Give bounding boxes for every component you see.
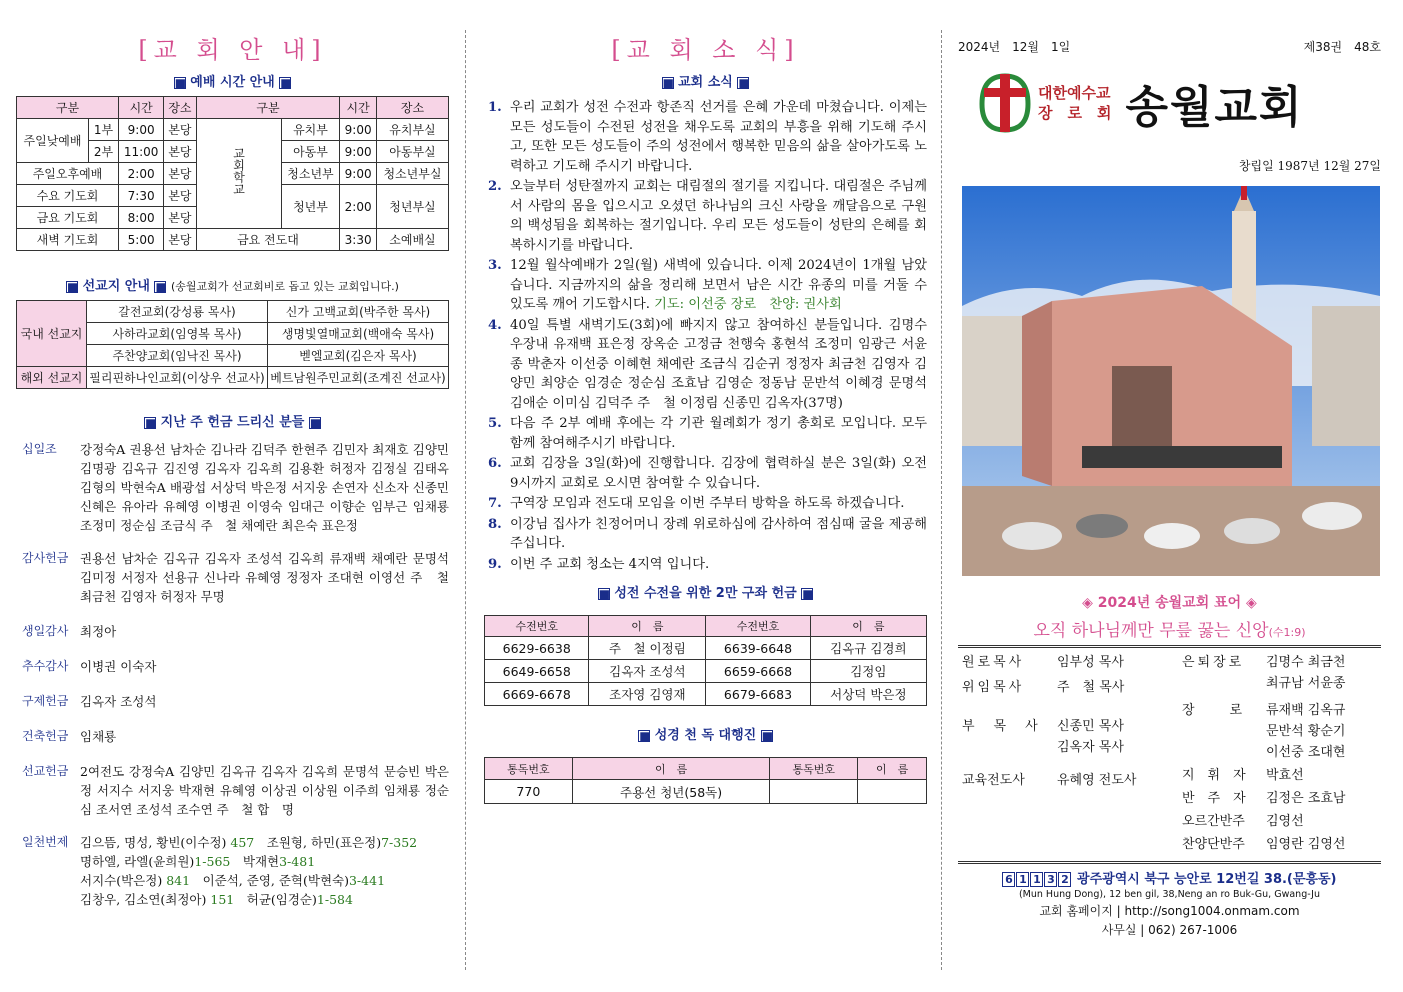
offering-names: 김옥자 조성석 — [80, 694, 157, 709]
cell: 금요 기도회 — [17, 207, 119, 229]
square-icon: ■ — [761, 728, 774, 743]
item-text: 이번 주 교회 청소는 4지역 입니다. — [510, 556, 710, 572]
staff-row — [1182, 811, 1377, 832]
col-header: 이 름 — [858, 758, 927, 780]
cell: 6639-6648 — [706, 637, 810, 660]
cell: 3:30 — [340, 229, 377, 251]
table-row — [485, 780, 927, 804]
list-item — [488, 177, 927, 255]
domestic-mission-label: 국내 선교지 — [17, 301, 87, 367]
col-header: 통독번호 — [770, 758, 858, 780]
church-building-photo — [962, 186, 1380, 576]
staff-row — [1182, 765, 1377, 786]
offering-names: 2여전도 강정숙A 김양민 김옥규 김옥자 김옥희 문명석 문승빈 박은정 서지수 서지웅 박재현 유혜영 이상권 이상원 이주희 임채룡 정순심 조서연 조성석 조수연 주 철 합 명 — [80, 764, 449, 817]
overseas-mission-label: 해외 선교지 — [17, 367, 87, 389]
square-icon: ■ — [802, 586, 814, 601]
name-text: 이준석, 준영, 준혁(박현숙) — [202, 873, 349, 888]
cell: 청소년부 — [281, 163, 340, 185]
cell: 신가 고백교회(박주한 목사) — [268, 301, 449, 323]
staff-name: 문반석 황순기 — [1266, 724, 1346, 739]
cell: 수요 기도회 — [17, 185, 119, 207]
motto-text: 오직 하나님께만 무릎 꿇는 신앙 — [1033, 621, 1269, 641]
item-text: 오늘부터 성탄절까지 교회는 대림절의 절기를 지킵니다. 대림절은 주님께서 사람의 몸을 입으시고 오셨던 하나님의 크신 사랑을 깨달음으로 구원의 백성됨을 회복하는 절기입니다. 우리 모든 성도들이 성탄의 은혜를 회복하시기를 바랍니다. — [510, 179, 927, 253]
staff-row — [962, 770, 1182, 791]
cell: 서상덕 박은정 — [810, 683, 926, 706]
table-row — [485, 683, 927, 706]
office-phone: 사무실 | 062) 267-1006 — [1101, 923, 1238, 937]
square-icon: ■ — [145, 415, 157, 430]
zip-digit: 3 — [1044, 872, 1057, 887]
cell: 본당 — [164, 207, 196, 229]
motto-heading-text: 2024년 송월교회 표어 — [1097, 595, 1242, 611]
cell: 사하라교회(임영복 목사) — [87, 323, 268, 345]
staff-name: 이선중 조대현 — [1266, 745, 1346, 760]
offering-names: 권용선 남차순 김옥규 김옥자 조성석 김옥희 류재백 채예란 문명석 김미정 서정자 선용규 신나라 유혜영 정정자 조대현 이영선 주 철 최금천 김영자 허정자 무명 — [80, 551, 449, 604]
name-text: 명하엘, 라엘(윤희원) — [80, 854, 195, 869]
church-news-column — [466, 0, 941, 992]
offering-row — [16, 622, 449, 641]
staff-role: 은퇴장로 — [1182, 655, 1245, 670]
staff-role: 장 로 — [1182, 703, 1246, 718]
count-number: 1-565 — [194, 854, 231, 869]
staff-name: 주 철 목사 — [1057, 680, 1125, 695]
item-text: 40일 특별 새벽기도(3회)에 빠지지 않고 참여하신 분들입니다. 김명수 우장내 유재백 표은정 장옥순 고정금 천행숙 홍현석 조정미 임광근 서윤종 박춘자 이선중 이혜현 채예란 조금식 김순귀 정정자 최금천 김영자 김양민 최양순 임경순 정순심 조효남 김영순 정동남 문반석 이혜경 문명석 김애순 이미심 김덕주 주 철 이정림 신종민 김옥자(37명) — [510, 317, 927, 411]
church-guide-column — [0, 0, 465, 992]
denomination-line: 대한예수교 — [1038, 84, 1111, 102]
offering-names: 최정아 — [80, 624, 117, 639]
address-text: 광주광역시 북구 능안로 12번길 38.(문흥동) — [1077, 872, 1337, 887]
church-guide-title: [교 회 안 내] — [138, 36, 327, 64]
table-row — [17, 301, 449, 323]
table-row — [485, 637, 927, 660]
staff-row — [1182, 652, 1377, 673]
offering-row — [16, 762, 449, 819]
list-item — [80, 871, 449, 890]
cell: 유치부실 — [376, 119, 448, 141]
staff-role: 지 휘 자 — [1182, 768, 1246, 783]
col-header: 수전번호 — [485, 616, 589, 637]
cell — [770, 780, 858, 804]
cell: 갈전교회(강성룡 목사) — [87, 301, 268, 323]
cross-logo-icon — [978, 72, 1032, 134]
news-list — [484, 98, 927, 574]
item-text: 구역장 모임과 전도대 모임을 이번 주부터 방학을 하도록 하겠습니다. — [510, 496, 905, 511]
bible-reading-table — [484, 757, 927, 804]
cell: 1부 — [89, 119, 119, 141]
staff-name: 임부성 목사 — [1057, 655, 1124, 670]
church-logo-block — [958, 71, 1381, 135]
offering-row — [16, 657, 449, 676]
square-icon: ■ — [174, 75, 187, 90]
staff-row — [1182, 834, 1377, 855]
motto-scripture: (수1:9) — [1268, 626, 1306, 639]
list-item — [488, 414, 927, 453]
staff-name: 신종민 목사 — [1057, 719, 1124, 734]
bulletin-date: 2024년 12월 1일 — [958, 40, 1071, 54]
table-row — [17, 229, 449, 251]
cell: 본당 — [164, 185, 196, 207]
table-row — [485, 660, 927, 683]
count-number: 3-441 — [348, 873, 386, 888]
col-header: 통독번호 — [485, 758, 573, 780]
cell: 7:30 — [119, 185, 164, 207]
staff-name: 박효선 — [1266, 768, 1304, 783]
homepage-link[interactable]: 교회 홈페이지 | http://song1004.onmam.com — [1039, 904, 1300, 918]
col-header: 시간 — [340, 97, 377, 119]
col-header: 장소 — [376, 97, 448, 119]
cell: 6679-6683 — [706, 683, 810, 706]
sunday-worship-label: 주일낮예배 — [17, 119, 89, 163]
cell: 본당 — [164, 163, 196, 185]
staff-directory — [958, 652, 1381, 855]
church-school-label — [196, 119, 281, 229]
cell: 주용선 청년(58독) — [572, 780, 770, 804]
count-number: 457 — [230, 835, 255, 850]
mission-table — [16, 300, 449, 389]
cell: 2부 — [89, 141, 119, 163]
offering-category: 선교헌금 — [22, 764, 69, 778]
cell: 주일오후예배 — [17, 163, 119, 185]
item-number: 3. — [488, 258, 502, 273]
staff-role — [1182, 721, 1266, 742]
name-text: 허균(임경순) — [246, 892, 317, 907]
list-item — [488, 494, 927, 514]
count-number: 7-352 — [381, 835, 418, 850]
offering-row — [16, 440, 449, 535]
offering-category: 건축헌금 — [22, 729, 69, 743]
staff-name: 류재백 김옥규 — [1266, 703, 1346, 718]
cell: 2:00 — [340, 185, 377, 229]
staff-role: 반 주 자 — [1182, 791, 1246, 806]
staff-row — [962, 716, 1182, 737]
cell: 5:00 — [119, 229, 164, 251]
cell: 필리핀하나인교회(이상우 선교사) — [87, 367, 268, 389]
divider — [958, 645, 1381, 648]
col-header: 수전번호 — [706, 616, 810, 637]
mission-note: (송월교회가 선교회비로 돕고 있는 교회입니다.) — [170, 280, 399, 293]
name-text: 박재현 — [242, 854, 280, 869]
item-number: 7. — [488, 496, 502, 511]
cell: 6629-6638 — [485, 637, 589, 660]
cell: 770 — [485, 780, 573, 804]
staff-role — [1182, 742, 1266, 763]
cell: 본당 — [164, 229, 196, 251]
fund-heading-text: 성전 수전을 위한 2만 구좌 헌금 — [614, 586, 797, 601]
item-text: 이강님 집사가 친정어머니 장례 위로하심에 감사하여 점심때 굴을 제공해주십니다. — [510, 516, 927, 551]
offering-heading-text: 지난 주 헌금 드리신 분들 — [160, 415, 305, 430]
staff-role — [1182, 673, 1266, 694]
cell: 청소년부실 — [376, 163, 448, 185]
offering-category: 일천번제 — [22, 835, 69, 849]
staff-row — [1182, 788, 1377, 809]
col-header: 시간 — [119, 97, 164, 119]
worship-heading-text: 예배 시간 안내 — [190, 75, 275, 90]
table-row — [17, 119, 449, 141]
cell: 김정임 — [810, 660, 926, 683]
staff-role: 부 목 사 — [962, 719, 1041, 734]
item-text: 교회 김장을 3일(화)에 진행합니다. 김장에 협력하실 분은 3일(화) 오전 9시까지 교회로 오시면 참여할 수 있습니다. — [510, 456, 927, 491]
motto-heading: ◈ 2024년 송월교회 표어 ◈ — [1082, 595, 1257, 611]
worship-section-heading — [16, 71, 449, 90]
staff-name: 김명수 최금천 — [1266, 655, 1346, 670]
cell: 6649-6658 — [485, 660, 589, 683]
staff-role: 교육전도사 — [962, 773, 1025, 788]
col-header: 이 름 — [589, 616, 706, 637]
zip-digit: 6 — [1002, 872, 1015, 887]
square-icon: ■ — [67, 279, 79, 294]
list-item — [488, 515, 927, 554]
square-icon: ■ — [662, 75, 674, 90]
list-item — [80, 833, 449, 852]
church-motto — [958, 616, 1381, 641]
cell: 베트남원주민교회(조계진 선교사) — [268, 367, 449, 389]
fund-table — [484, 615, 927, 706]
offering-category: 십일조 — [22, 442, 57, 456]
cell: 벧엘교회(김은자 목사) — [268, 345, 449, 367]
count-number: 3-481 — [279, 854, 316, 869]
zip-digit: 1 — [1016, 872, 1029, 887]
staff-row — [962, 652, 1182, 673]
item-text: 다음 주 2부 예배 후에는 각 기관 월례회가 정기 총회로 모입니다. 모두 함께 참여해주시기 바랍니다. — [510, 416, 927, 451]
item-text-wrap — [510, 256, 927, 315]
offering-section-heading — [16, 411, 449, 430]
church-news-title: [교 회 소 식] — [611, 36, 800, 64]
col-header: 구분 — [196, 97, 340, 119]
list-item — [488, 98, 927, 176]
address-block — [958, 868, 1381, 938]
cell: 11:00 — [119, 141, 164, 163]
list-item — [488, 316, 927, 414]
church-school-text: 교회학교 — [231, 146, 246, 195]
offering-row — [16, 549, 449, 606]
cell: 아동부실 — [376, 141, 448, 163]
cell: 새벽 기도회 — [17, 229, 119, 251]
cell: 주 철 이정림 — [589, 637, 706, 660]
church-building-image — [962, 186, 1380, 576]
bible-heading-text: 성경 천 독 대행진 — [654, 728, 757, 743]
offering-names: 강정숙A 권용선 남차순 김나라 김덕주 한현주 김민자 최재호 김양민 김명광 김옥규 김진영 김옥자 김옥희 김용환 허정자 김정실 김태옥 김형의 박현숙A 배광섭 서상덕 박은정 서지웅 손연자 신소자 신종민 신혜은 유아라 유혜영 이병권 이영숙 임대근 이향순 임부근 임채룡 조정미 정순심 조금식 주 철 채예란 최은숙 표은정 — [80, 442, 449, 533]
staff-name: 최규남 서윤종 — [1266, 676, 1346, 691]
square-icon: ■ — [280, 75, 292, 90]
mission-heading-text: 선교지 안내 — [82, 279, 150, 294]
cell: 6659-6668 — [706, 660, 810, 683]
staff-row — [1182, 673, 1377, 694]
cell: 9:00 — [340, 119, 377, 141]
cell: 본당 — [164, 119, 196, 141]
item-text: 우리 교회가 성전 수전과 항존직 선거를 은혜 가운데 마쳤습니다. 이제는 모든 성도들이 수전된 성전을 채우도록 교회의 부흥을 위해 기도해 주시고, 또한 모든 성도들이 주의 성전에서 행복한 믿음의 삶을 살아가도록 노력하고 기도해 주시기 바랍니다. — [510, 100, 927, 174]
zip-digit: 2 — [1058, 872, 1071, 887]
col-header: 장소 — [164, 97, 196, 119]
staff-role: 찬양단반주 — [1182, 837, 1245, 852]
zip-digit: 1 — [1030, 872, 1043, 887]
staff-row — [1182, 700, 1377, 721]
worship-schedule-table — [16, 96, 449, 251]
address-english: (Mun Hung Dong), 12 ben gil, 38,Neng an ro Buk-Gu, Gwang-Ju — [1018, 889, 1321, 900]
bible-section-heading — [484, 724, 927, 743]
item-number: 1. — [488, 100, 502, 115]
list-item — [488, 454, 927, 493]
name-text: 김으뜸, 명성, 황빈(이수정) — [80, 835, 227, 850]
divider — [958, 861, 1381, 864]
offering-category: 감사헌금 — [22, 551, 69, 565]
col-header: 이 름 — [810, 616, 926, 637]
staff-row — [962, 677, 1182, 698]
list-item — [488, 256, 927, 315]
staff-name: 김옥자 목사 — [1057, 740, 1124, 755]
table-header-row — [485, 758, 927, 780]
cell: 8:00 — [119, 207, 164, 229]
name-text: 서지수(박은정) — [80, 873, 163, 888]
cell: 금요 전도대 — [196, 229, 340, 251]
staff-row — [1182, 721, 1377, 742]
cell: 청년부 — [281, 185, 340, 229]
offering-row — [16, 833, 449, 909]
fund-section-heading — [484, 582, 927, 601]
list-item — [80, 852, 449, 871]
count-number: 1-584 — [316, 892, 353, 907]
cell: 김옥자 조성석 — [589, 660, 706, 683]
offering-category: 구제헌금 — [22, 694, 69, 708]
square-icon: ■ — [738, 75, 750, 90]
col-header: 이 름 — [572, 758, 770, 780]
cell: 9:00 — [340, 141, 377, 163]
news-section-heading — [484, 71, 927, 90]
mission-section-heading — [16, 275, 449, 294]
offering-category: 추수감사 — [22, 659, 69, 673]
cell: 생명빛열매교회(백애숙 목사) — [268, 323, 449, 345]
staff-name: 유혜영 전도사 — [1057, 773, 1137, 788]
table-header-row — [17, 97, 449, 119]
staff-name: 김정은 조효남 — [1266, 791, 1346, 806]
item-text: 12월 월삭예배가 2일(월) 새벽에 있습니다. 이제 2024년이 1개월 남았습니다. 지금까지의 삶을 정리해 보면서 남은 시간 유종의 미를 거둘 수 있도록 깨어 기도합시다. — [510, 258, 927, 312]
list-item — [488, 555, 927, 575]
cell: 청년부실 — [376, 185, 448, 229]
table-row — [17, 367, 449, 389]
news-heading-text: 교회 소식 — [678, 75, 733, 90]
cell: 김옥규 김경희 — [810, 637, 926, 660]
cell: 9:00 — [340, 163, 377, 185]
staff-role: 원로목사 — [962, 655, 1025, 670]
item-number: 2. — [488, 179, 502, 194]
square-icon: ■ — [598, 586, 611, 601]
cell: 9:00 — [119, 119, 164, 141]
cell: 2:00 — [119, 163, 164, 185]
staff-name: 김영선 — [1266, 814, 1304, 829]
cell: 본당 — [164, 141, 196, 163]
thousand-offering-names — [80, 833, 449, 909]
offering-category: 생일감사 — [22, 624, 69, 638]
offering-names: 임채룡 — [80, 729, 117, 744]
staff-row — [962, 737, 1182, 758]
staff-row — [1182, 742, 1377, 763]
list-item — [80, 890, 449, 909]
item-number: 5. — [488, 416, 502, 431]
cell: 주찬양교회(임낙진 목사) — [87, 345, 268, 367]
cell: 조자영 김영재 — [589, 683, 706, 706]
count-number: 151 — [210, 892, 235, 907]
cell — [858, 780, 927, 804]
staff-role — [962, 737, 1057, 758]
prayer-praise-assignment: 기도: 이선중 장로 찬양: 권사회 — [654, 297, 842, 312]
founding-date: 창립일 1987년 12월 27일 — [1238, 159, 1381, 173]
count-number: 841 — [166, 873, 191, 888]
offering-row — [16, 692, 449, 711]
square-icon: ■ — [155, 279, 167, 294]
denomination-line: 장 로 회 — [1038, 104, 1112, 122]
offering-names: 이병권 이숙자 — [80, 659, 157, 674]
item-number: 4. — [488, 317, 502, 333]
issue-header — [958, 38, 1381, 55]
offering-row — [16, 727, 449, 746]
cell: 6669-6678 — [485, 683, 589, 706]
issue-number: 제38권 48호 — [1303, 40, 1381, 54]
square-icon: ■ — [639, 728, 651, 743]
item-number: 8. — [488, 516, 502, 532]
name-text: 김창우, 김소연(최정아) — [80, 892, 207, 907]
staff-right-list — [1182, 652, 1377, 855]
staff-name: 임영란 김영선 — [1266, 837, 1346, 852]
staff-role: 위임목사 — [962, 680, 1025, 695]
item-number: 6. — [488, 456, 502, 471]
staff-left-list — [962, 652, 1182, 855]
cover-column — [942, 0, 1403, 992]
denomination — [1038, 83, 1111, 123]
square-icon: ■ — [309, 415, 322, 430]
cell: 아동부 — [281, 141, 340, 163]
staff-role: 오르간반주 — [1182, 814, 1245, 829]
cell: 소예배실 — [376, 229, 448, 251]
cell: 유치부 — [281, 119, 340, 141]
item-number: 9. — [488, 556, 502, 572]
col-header: 구분 — [17, 97, 119, 119]
postal-address — [958, 868, 1381, 887]
church-name: 송월교회 — [1125, 82, 1304, 133]
table-header-row — [485, 616, 927, 637]
name-text: 조원형, 하민(표은정) — [266, 835, 382, 850]
